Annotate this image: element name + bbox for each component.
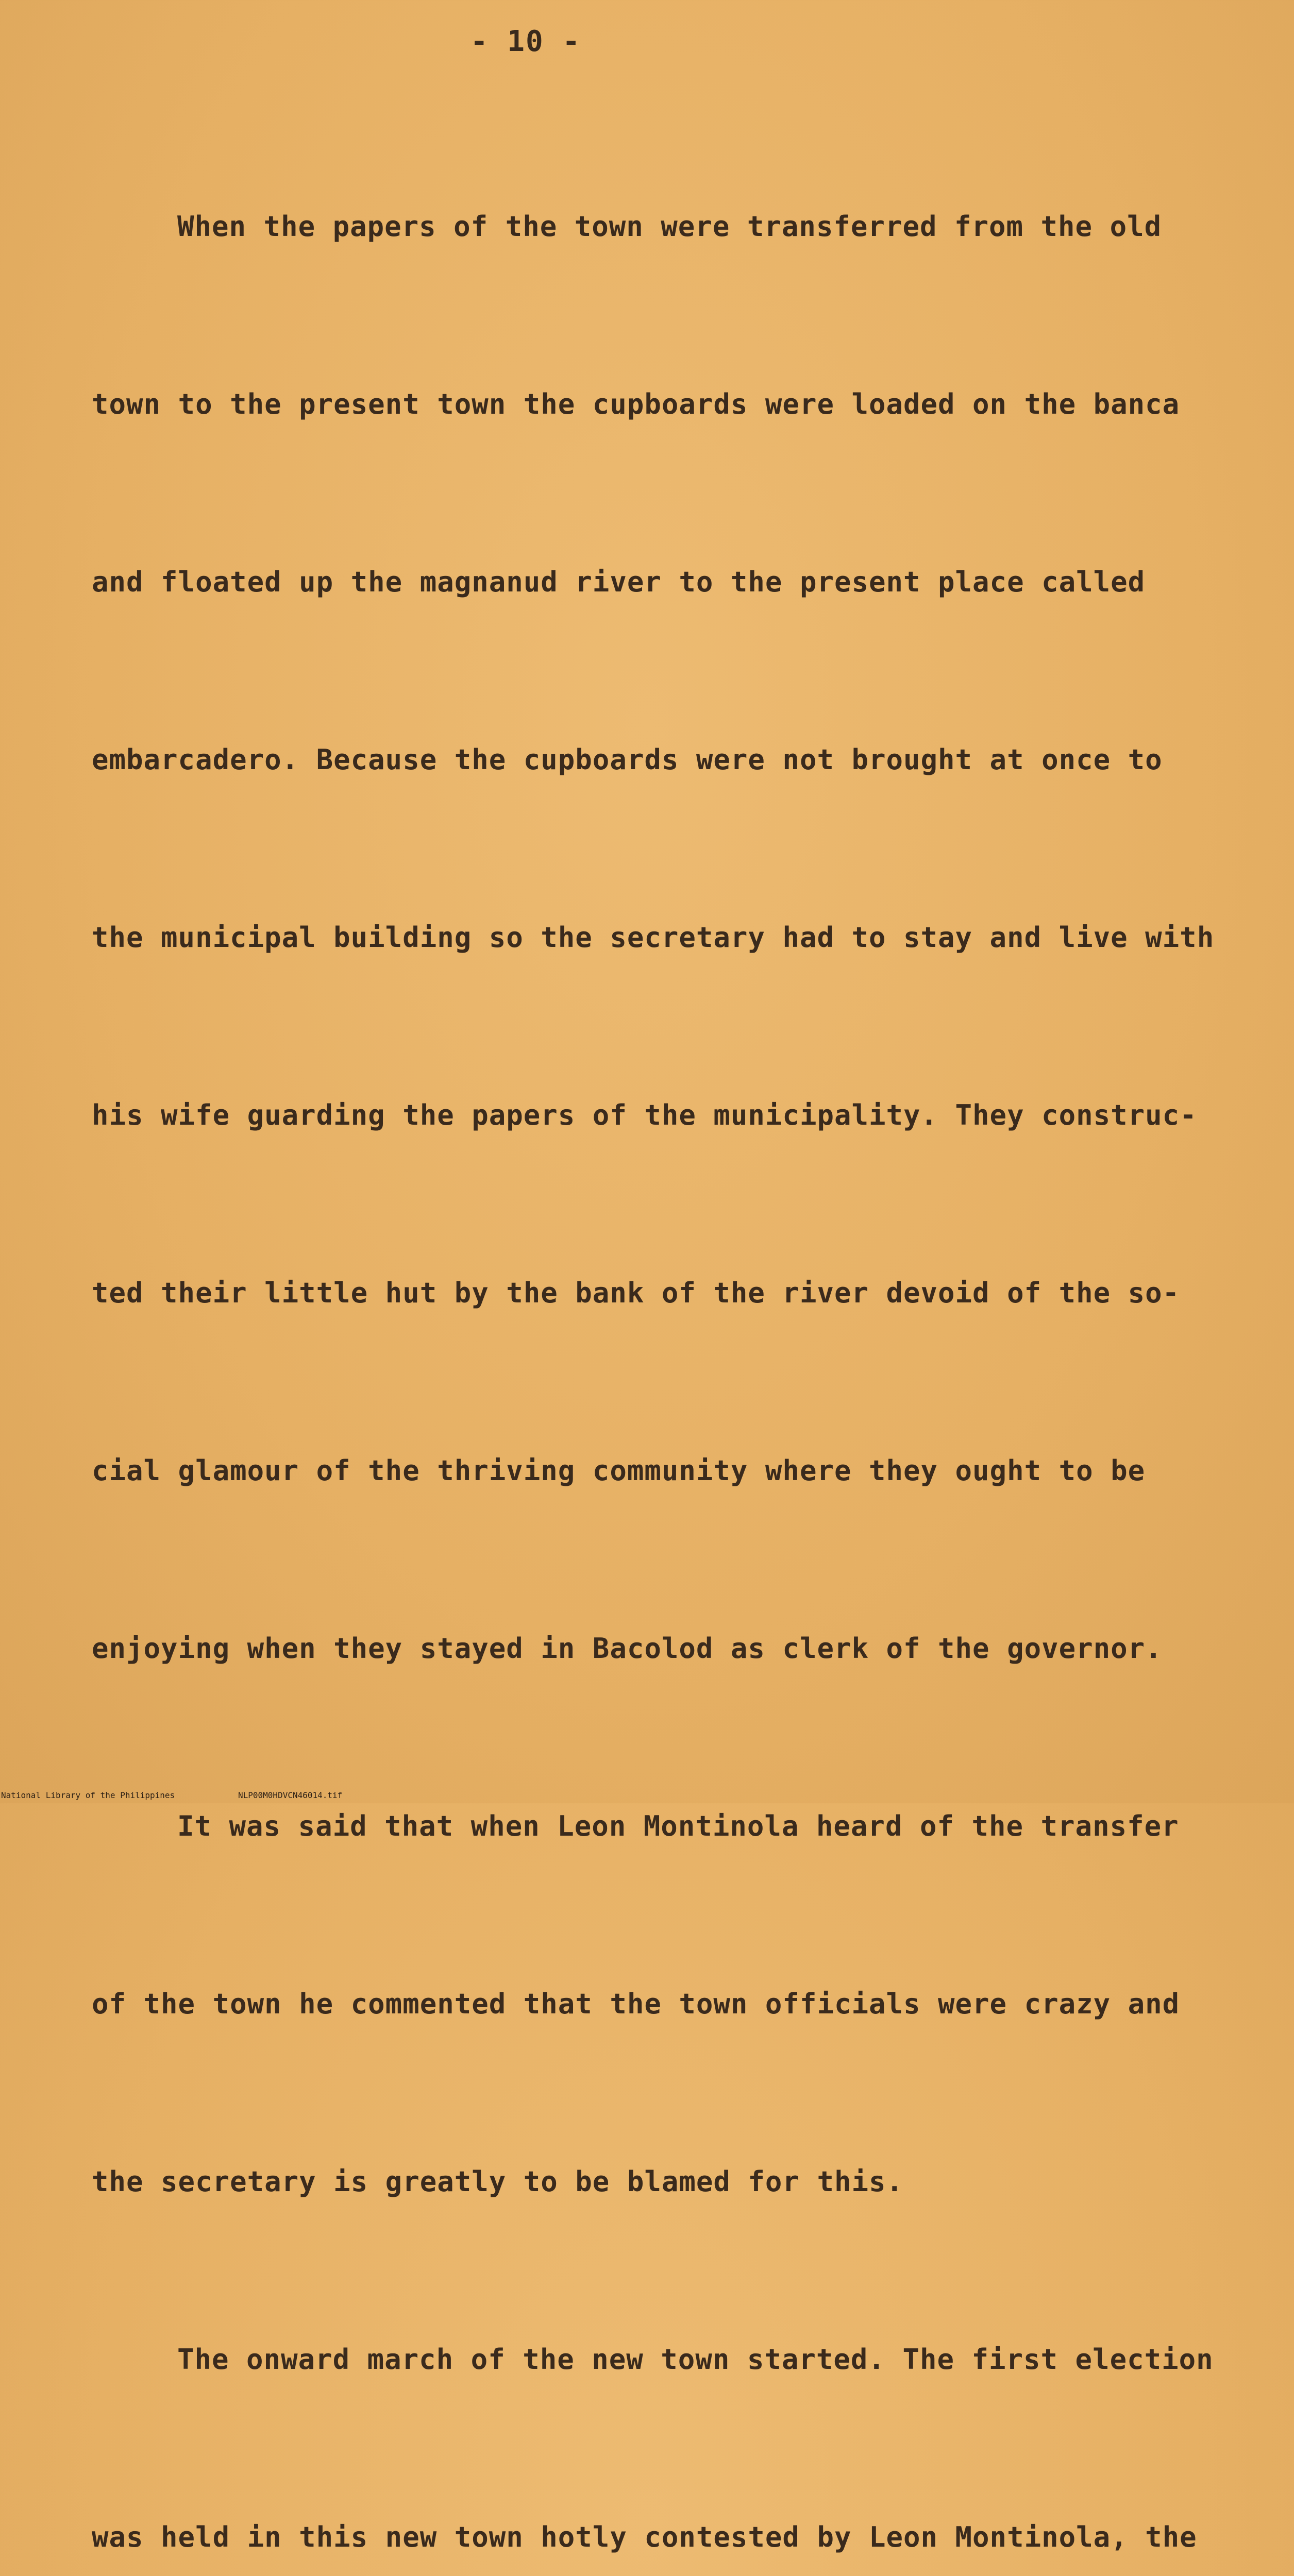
text-line: When the papers of the town were transferred from the old xyxy=(177,210,1162,243)
text-line: of the town he commented that the town officials were crazy and xyxy=(92,1988,1180,2020)
text-line: cial glamour of the thriving community where they ought to be xyxy=(92,1454,1146,1487)
text-line: town to the present town the cupboards were loaded on the banca xyxy=(92,388,1180,420)
text-line: It was said that when Leon Montinola heard of the transfer xyxy=(177,1810,1179,1842)
text-line: The onward march of the new town started. The first election xyxy=(177,2343,1214,2376)
text-line: enjoying when they stayed in Bacolod as clerk of the governor. xyxy=(92,1632,1163,1665)
text-line: and floated up the magnanud river to the present place called xyxy=(92,566,1146,598)
text-line: his wife guarding the papers of the municipality. They construc- xyxy=(92,1099,1197,1131)
file-name: NLP00M0HDVCN46014.tif xyxy=(238,1790,343,1800)
scan-footer xyxy=(1,1771,343,1800)
page-number: - 10 - xyxy=(470,25,581,58)
text-line: the secretary is greatly to be blamed for this. xyxy=(92,2165,904,2198)
text-line: embarcadero. Because the cupboards were not brought at once to xyxy=(92,743,1163,776)
library-credit: National Library of the Philippines xyxy=(1,1790,175,1800)
text-line: was held in this new town hotly contested by Leon Montinola, the xyxy=(92,2521,1197,2553)
text-line: ted their little hut by the bank of the river devoid of the so- xyxy=(92,1277,1180,1309)
document-body xyxy=(92,78,1246,2576)
text-line: the municipal building so the secretary had to stay and live with xyxy=(92,921,1215,954)
